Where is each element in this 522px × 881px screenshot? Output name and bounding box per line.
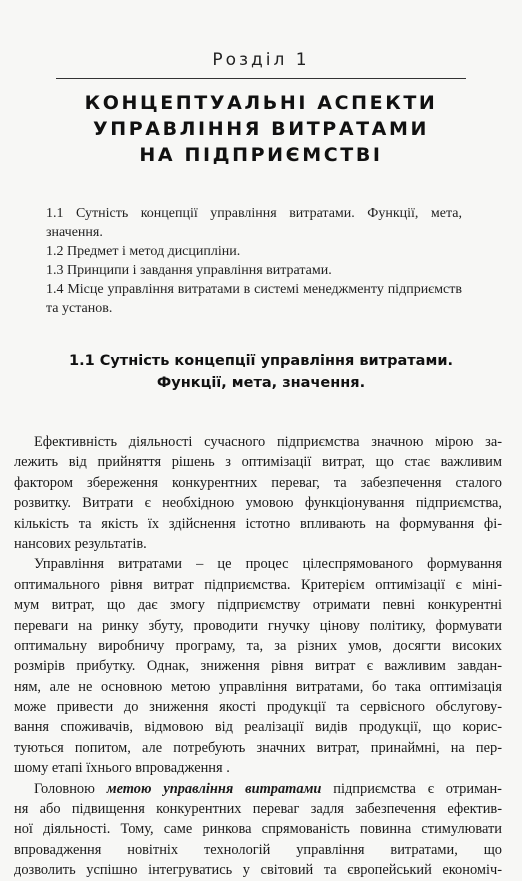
text-run: Головною <box>34 780 95 797</box>
chapter-title <box>0 90 522 168</box>
text-line: туються попитом, але потребують значних витрат, принаймні, на пер- <box>14 739 502 756</box>
text-line: фактором збереження конкурентних переваг, та забезпечення сталого <box>14 474 502 491</box>
chapter-title-line: НА ПІДПРИЄМСТВІ <box>139 144 383 166</box>
text-line: ням, але не основною метою управління витратами, бо така оптимізація <box>14 678 502 695</box>
text-line: Ефективність діяльності сучасного підприємства значною мірою за- <box>34 434 502 450</box>
text-line: кількість та якість їх здійснення істотно впливають на формування фі- <box>14 515 502 532</box>
text-line: оптимальну виробничу програму, та, за різних умов, досягти високих <box>14 637 502 654</box>
text-line: ної діяльності. Тому, саме ринкова спрямованість повинна стимулювати <box>14 821 502 838</box>
body-text <box>14 432 502 881</box>
text-line: розвитку. Витрати є необхідною умовою функціонування підприємства, <box>14 495 502 512</box>
subsection-heading <box>0 350 522 394</box>
section-label: Розділ 1 <box>212 50 310 70</box>
table-of-contents <box>46 204 462 318</box>
text-line <box>14 779 502 799</box>
text-line: нансових результатів. <box>14 535 147 552</box>
chapter-title-line: УПРАВЛІННЯ ВИТРАТАМИ <box>92 118 429 140</box>
subsection-heading-line: 1.1 Сутність концепції управління витратами. <box>68 353 453 369</box>
toc-item: 1.4 Місце управління витратами в системі менеджменту підприємств та установ. <box>46 282 462 316</box>
emphasis-term: метою управління витратами <box>106 780 322 797</box>
text-line: оптимального рівня витрат підприємства. Критерієм оптимізації є міні- <box>14 576 502 593</box>
subsection-heading-line: Функції, мета, значення. <box>156 375 366 391</box>
toc-item: 1.1 Сутність концепції управління витратами. Функції, мета, значення. <box>46 206 462 240</box>
toc-item: 1.3 Принципи і завдання управління витратами. <box>46 263 332 278</box>
title-rule <box>56 78 466 79</box>
text-line: лежить від прийняття рішень з оптимізації витрат, що стає важливим <box>14 454 502 471</box>
text-line: може привести до зниження якості продукції та сервісного обслугову- <box>14 699 502 716</box>
text-line: ня або підвищення конкурентних переваг задля забезпечення ефектив- <box>14 801 502 818</box>
text-line: шому етапі їхнього впровадження . <box>14 760 230 777</box>
text-line: дозволить успішно інтегруватись у світовий та європейський економіч- <box>14 862 502 879</box>
chapter-title-line: КОНЦЕПТУАЛЬНІ АСПЕКТИ <box>84 92 438 114</box>
text-line: вання споживачів, відмовою від реалізації видів продукції, що корис- <box>14 719 502 736</box>
text-line: Управління витратами – це процес цілеспрямованого формування <box>34 556 502 573</box>
text-line: переваги на ринку збуту, проводити гнучку цінову політику, формувати <box>14 617 502 634</box>
toc-item: 1.2 Предмет і метод дисципліни. <box>46 244 241 259</box>
text-line: мум витрат, що дає змогу підприємству отримати певні конкурентні <box>14 597 502 614</box>
text-line: розмірів прибутку. Однак, зниження рівня витрат є важливим завдан- <box>14 658 502 675</box>
text-line: впровадження новітніх технологій управління витратами, що <box>14 841 502 858</box>
text-run: підприємства є отриман- <box>333 780 502 797</box>
